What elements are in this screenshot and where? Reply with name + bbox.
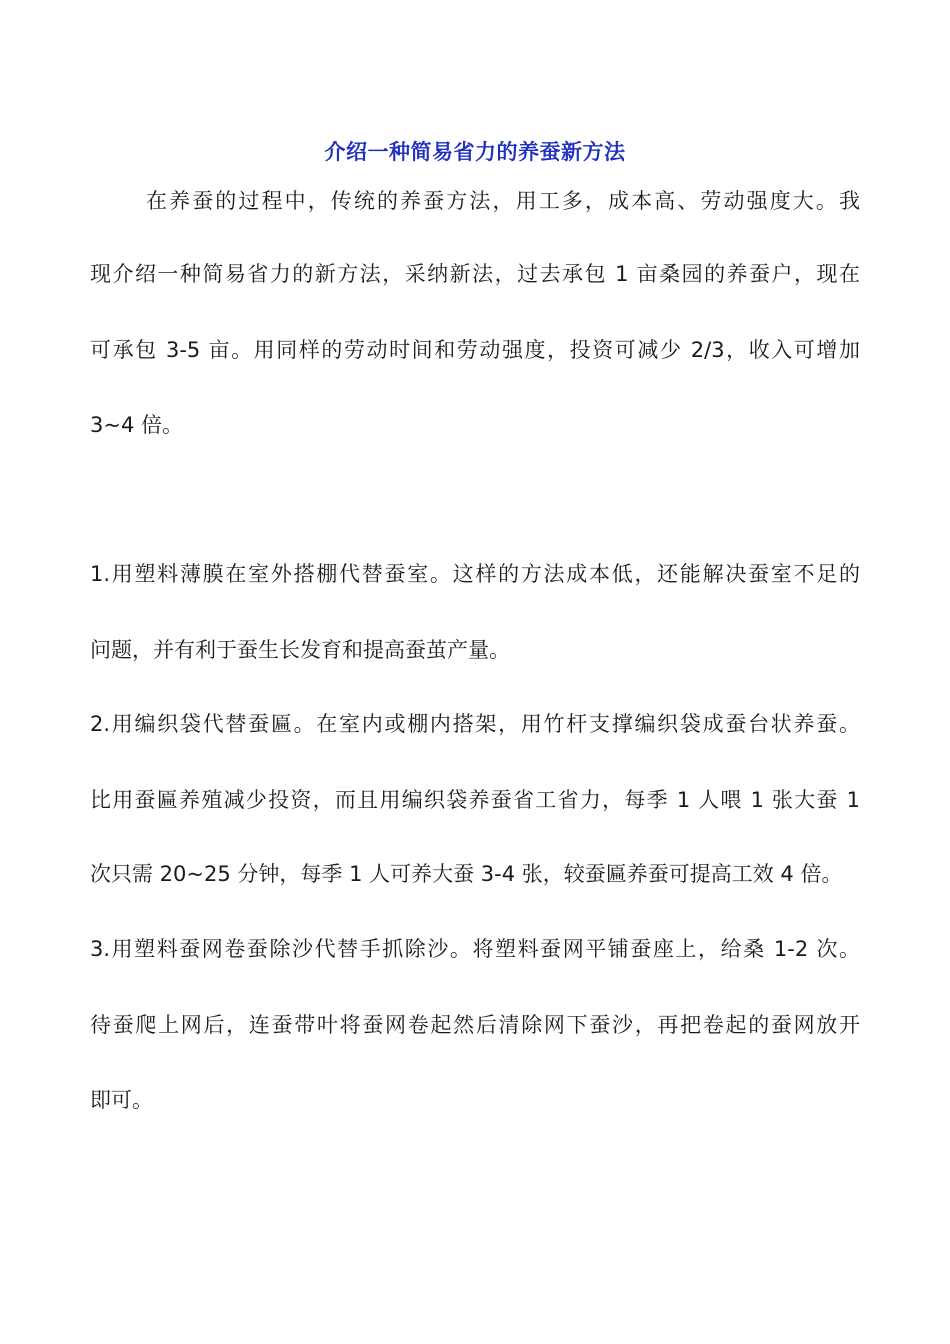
item-3-line-3: 即可。 — [90, 1088, 153, 1112]
item-3-line-2: 待蚕爬上网后，连蚕带叶将蚕网卷起然后清除网下蚕沙，再把卷起的蚕网放开 — [90, 1013, 860, 1037]
item-1-line-1: 1.用塑料薄膜在室外搭棚代替蚕室。这样的方法成本低，还能解决蚕室不足的 — [90, 562, 860, 586]
intro-line-4: 3~4 倍。 — [90, 413, 183, 437]
item-3-line-1: 3.用塑料蚕网卷蚕除沙代替手抓除沙。将塑料蚕网平铺蚕座上，给桑 1-2 次。 — [90, 937, 860, 961]
item-2-line-3: 次只需 20~25 分钟，每季 1 人可养大蚕 3-4 张，较蚕匾养蚕可提高工效 4 倍。 — [90, 862, 843, 886]
item-1-line-2: 问题，并有利于蚕生长发育和提高蚕茧产量。 — [90, 638, 510, 662]
item-2-line-1: 2.用编织袋代替蚕匾。在室内或棚内搭架，用竹杆支撑编织袋成蚕台状养蚕。 — [90, 712, 860, 736]
item-2-line-2: 比用蚕匾养殖减少投资，而且用编织袋养蚕省工省力，每季 1 人喂 1 张大蚕 1 — [90, 788, 860, 812]
intro-line-1: 在养蚕的过程中，传统的养蚕方法，用工多，成本高、劳动强度大。我 — [146, 189, 860, 213]
intro-line-2: 现介绍一种简易省力的新方法，采纳新法，过去承包 1 亩桑园的养蚕户，现在 — [90, 262, 860, 286]
document-title: 介绍一种简易省力的养蚕新方法 — [324, 139, 626, 164]
intro-line-3: 可承包 3-5 亩。用同样的劳动时间和劳动强度，投资可减少 2/3，收入可增加 — [90, 338, 860, 362]
